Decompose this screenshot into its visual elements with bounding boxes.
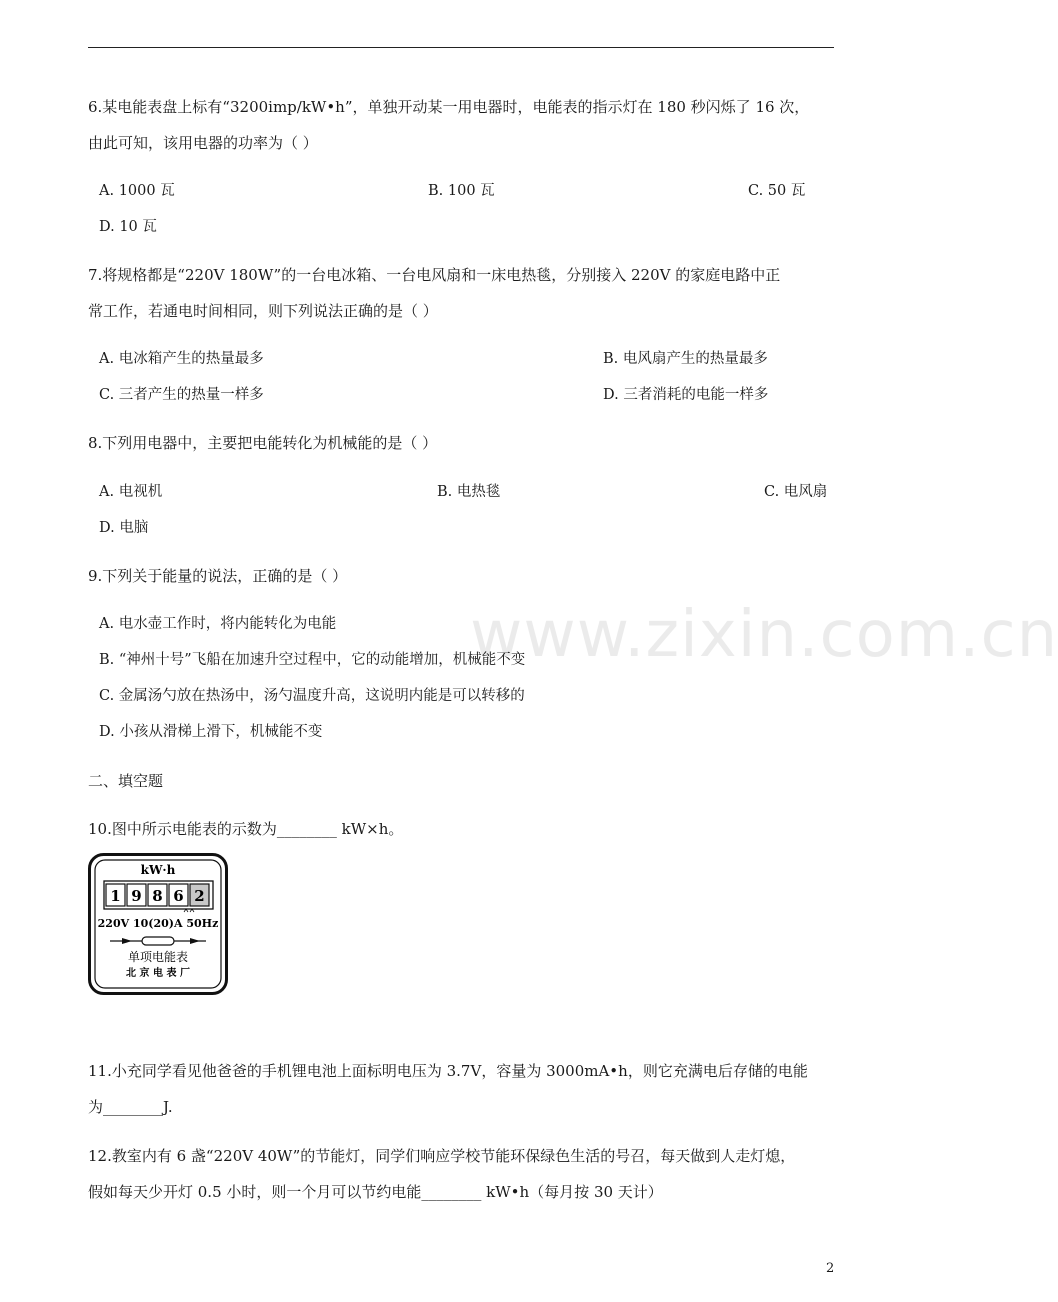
question-8-option-c: C. 电风扇	[764, 484, 828, 500]
question-12-line-2: 假如每天少开灯 0.5 小时，则一个月可以节约电能________ kW•h（每月按 30 天计）	[88, 1183, 663, 1201]
question-9-option-b: B. “神州十号”飞船在加速升空过程中，它的动能增加，机械能不变	[99, 652, 526, 668]
question-6-line-2: 由此可知，该用电器的功率为（ ）	[88, 134, 318, 152]
question-11-line-2: 为________J.	[88, 1098, 173, 1116]
watermark: www.zixin.com.cn	[470, 598, 1058, 672]
meter-name: 单项电能表	[127, 950, 189, 964]
question-6-option-d: D. 10 瓦	[99, 219, 157, 235]
header-rule	[88, 47, 834, 48]
meter-digit-2: 9	[131, 887, 142, 905]
question-7-line-1: 7.将规格都是“220V 180W”的一台电冰箱、一台电风扇和一床电热毯，分别接入 220V 的家庭电路中正	[88, 266, 781, 284]
question-8-line-1: 8.下列用电器中，主要把电能转化为机械能的是（ ）	[88, 434, 438, 452]
section-heading-fill-in: 二、填空题	[88, 772, 164, 790]
meter-digit-1: 1	[110, 887, 121, 905]
meter-digit-4: 6	[173, 887, 184, 905]
page-number: 2	[826, 1261, 835, 1276]
question-10-line-1: 10.图中所示电能表的示数为________ kW×h。	[88, 820, 404, 838]
question-8-option-a: A. 电视机	[99, 484, 163, 500]
question-7-line-2: 常工作，若通电时间相同，则下列说法正确的是（ ）	[88, 302, 438, 320]
electric-meter-figure	[88, 853, 228, 995]
meter-rating: 220V 10(20)A 50Hz	[97, 917, 219, 930]
meter-digit-5-decimal: 2	[194, 887, 205, 905]
question-6-line-1: 6.某电能表盘上标有“3200imp/kW•h”，单独开动某一用电器时，电能表的指示灯在 180 秒闪烁了 16 次，	[88, 98, 810, 116]
question-8-option-b: B. 电热毯	[437, 484, 501, 500]
question-7-option-b: B. 电风扇产生的热量最多	[603, 351, 768, 367]
question-9-option-d: D. 小孩从滑梯上滑下，机械能不变	[99, 724, 323, 740]
question-9-option-c: C. 金属汤勺放在热汤中，汤勺温度升高，这说明内能是可以转移的	[99, 688, 525, 704]
question-12-line-1: 12.教室内有 6 盏“220V 40W”的节能灯，同学们响应学校节能环保绿色生活的号召，每天做到人走灯熄，	[88, 1147, 796, 1165]
question-9-line-1: 9.下列关于能量的说法，正确的是（ ）	[88, 567, 348, 585]
meter-maker: 北 京 电 表 厂	[126, 968, 190, 979]
question-6-option-b: B. 100 瓦	[428, 183, 495, 199]
question-6-option-a: A. 1000 瓦	[99, 183, 175, 199]
question-8-option-d: D. 电脑	[99, 520, 149, 536]
question-7-option-a: A. 电冰箱产生的热量最多	[99, 351, 264, 367]
question-9-option-a: A. 电水壶工作时，将内能转化为电能	[99, 616, 337, 632]
meter-unit: kW·h	[140, 863, 176, 877]
question-11-line-1: 11.小充同学看见他爸爸的手机锂电池上面标明电压为 3.7V，容量为 3000mA•h，则它充满电后存储的电能	[88, 1062, 808, 1080]
question-6-option-c: C. 50 瓦	[748, 183, 806, 199]
meter-digit-3: 8	[152, 887, 163, 905]
question-7-option-c: C. 三者产生的热量一样多	[99, 387, 264, 403]
question-7-option-d: D. 三者消耗的电能一样多	[603, 387, 769, 403]
